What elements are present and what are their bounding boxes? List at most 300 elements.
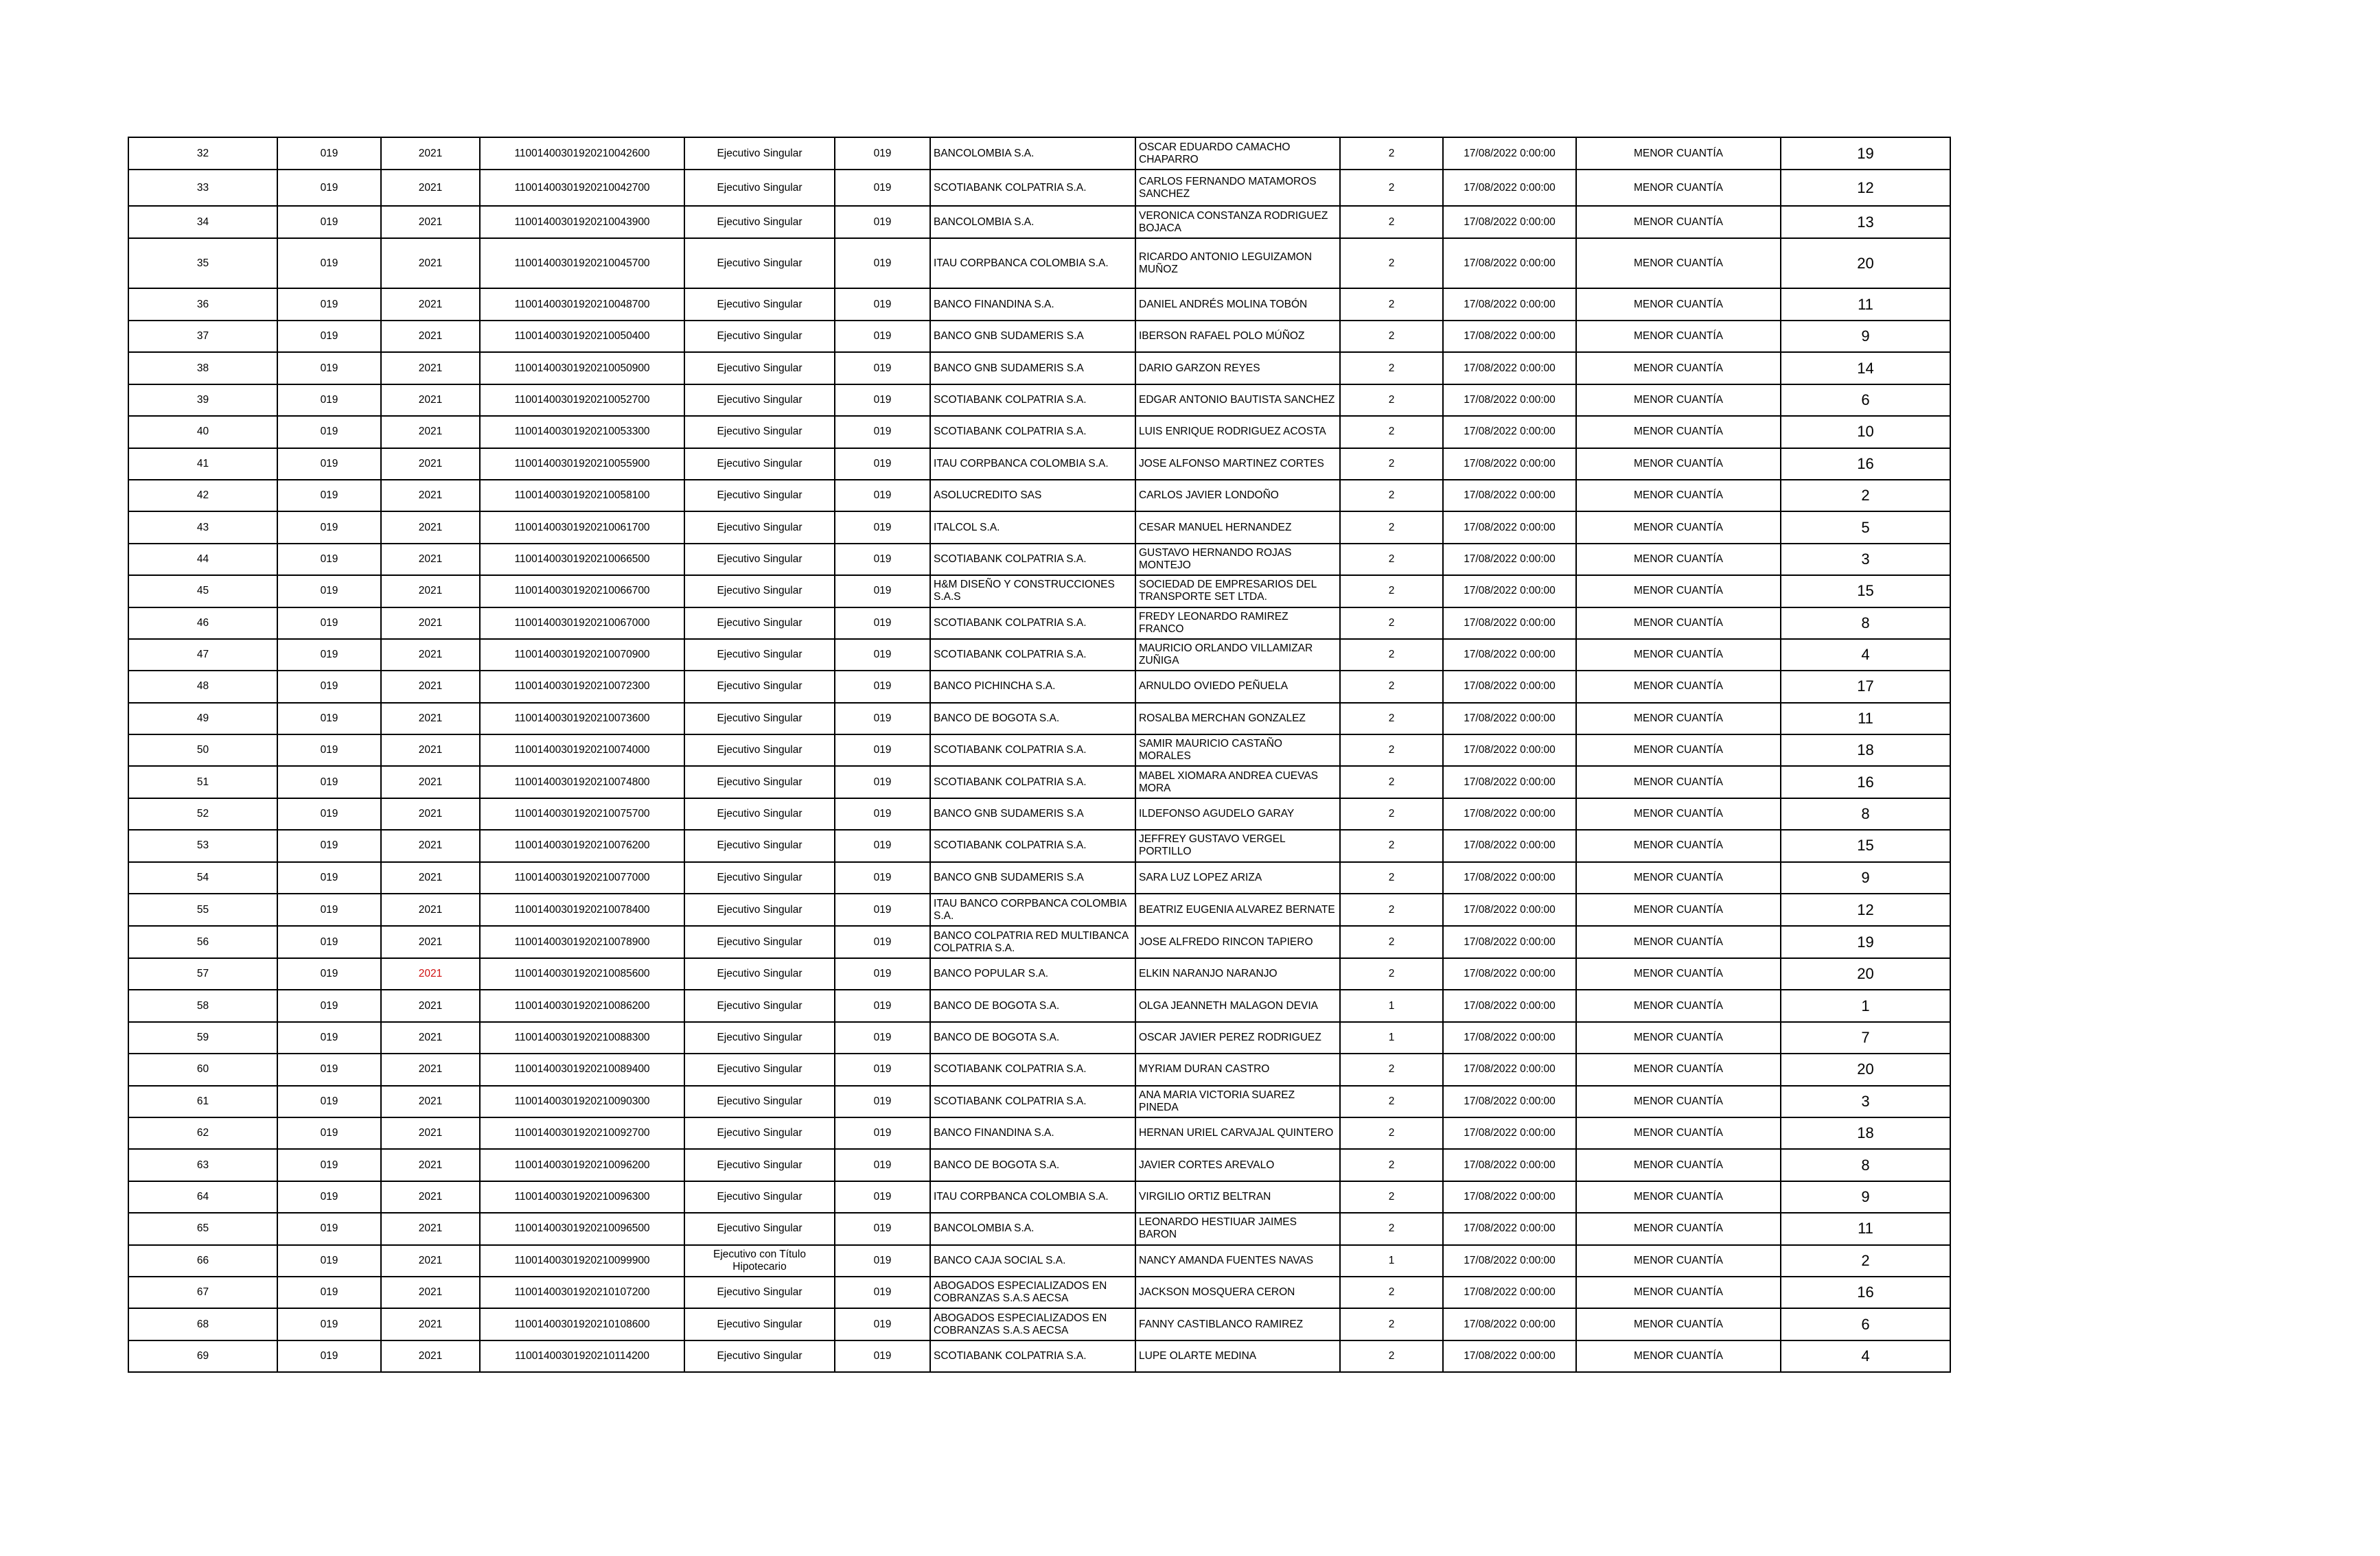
code-cell: 019 <box>277 766 381 798</box>
process-type-cell: Ejecutivo Singular <box>684 352 835 384</box>
process-type-cell: Ejecutivo Singular <box>684 671 835 702</box>
plaintiff-cell: SCOTIABANK COLPATRIA S.A. <box>930 1086 1135 1117</box>
cuaderno-cell: 1 <box>1340 1022 1443 1054</box>
amount-class-cell: MENOR CUANTÍA <box>1576 1181 1781 1213</box>
date-cell: 17/08/2022 0:00:00 <box>1443 321 1576 352</box>
court-cell: 019 <box>835 511 930 543</box>
folios-cell: 4 <box>1781 639 1950 671</box>
row-number-cell: 50 <box>128 734 277 766</box>
court-cell: 019 <box>835 544 930 575</box>
radicado-cell: 11001400301920210085600 <box>480 958 684 990</box>
folios-cell: 17 <box>1781 671 1950 702</box>
code-cell: 019 <box>277 1149 381 1181</box>
process-type-cell: Ejecutivo Singular <box>684 170 835 206</box>
defendant-cell: SARA LUZ LOPEZ ARIZA <box>1135 862 1340 894</box>
year-cell: 2021 <box>381 958 480 990</box>
code-cell: 019 <box>277 639 381 671</box>
plaintiff-cell: SCOTIABANK COLPATRIA S.A. <box>930 170 1135 206</box>
cuaderno-cell: 2 <box>1340 639 1443 671</box>
code-cell: 019 <box>277 1022 381 1054</box>
table-row <box>128 544 1950 575</box>
table-row <box>128 384 1950 416</box>
court-cell: 019 <box>835 1149 930 1181</box>
radicado-cell: 11001400301920210066700 <box>480 575 684 607</box>
plaintiff-cell: ITALCOL S.A. <box>930 511 1135 543</box>
year-cell: 2021 <box>381 703 480 734</box>
row-number-cell: 42 <box>128 480 277 511</box>
amount-class-cell: MENOR CUANTÍA <box>1576 416 1781 448</box>
defendant-cell: OLGA JEANNETH MALAGON DEVIA <box>1135 990 1340 1021</box>
table-row <box>128 511 1950 543</box>
code-cell: 019 <box>277 480 381 511</box>
radicado-cell: 11001400301920210042700 <box>480 170 684 206</box>
process-type-cell: Ejecutivo Singular <box>684 1340 835 1372</box>
court-cell: 019 <box>835 238 930 288</box>
court-cell: 019 <box>835 1277 930 1308</box>
amount-class-cell: MENOR CUANTÍA <box>1576 798 1781 830</box>
plaintiff-cell: BANCO GNB SUDAMERIS S.A <box>930 798 1135 830</box>
cuaderno-cell: 2 <box>1340 958 1443 990</box>
date-cell: 17/08/2022 0:00:00 <box>1443 1340 1576 1372</box>
defendant-cell: ARNULDO OVIEDO PEÑUELA <box>1135 671 1340 702</box>
row-number-cell: 47 <box>128 639 277 671</box>
plaintiff-cell: BANCOLOMBIA S.A. <box>930 137 1135 170</box>
amount-class-cell: MENOR CUANTÍA <box>1576 1054 1781 1085</box>
row-number-cell: 58 <box>128 990 277 1021</box>
plaintiff-cell: BANCOLOMBIA S.A. <box>930 1213 1135 1244</box>
process-type-cell: Ejecutivo Singular <box>684 416 835 448</box>
court-cell: 019 <box>835 926 930 958</box>
plaintiff-cell: SCOTIABANK COLPATRIA S.A. <box>930 607 1135 639</box>
folios-cell: 16 <box>1781 448 1950 480</box>
table-row <box>128 1022 1950 1054</box>
cuaderno-cell: 2 <box>1340 798 1443 830</box>
process-type-cell: Ejecutivo Singular <box>684 830 835 861</box>
plaintiff-cell: BANCO POPULAR S.A. <box>930 958 1135 990</box>
process-type-cell: Ejecutivo Singular <box>684 511 835 543</box>
plaintiff-cell: BANCO CAJA SOCIAL S.A. <box>930 1245 1135 1277</box>
year-cell: 2021 <box>381 894 480 926</box>
date-cell: 17/08/2022 0:00:00 <box>1443 1181 1576 1213</box>
date-cell: 17/08/2022 0:00:00 <box>1443 1277 1576 1308</box>
radicado-cell: 11001400301920210061700 <box>480 511 684 543</box>
cuaderno-cell: 2 <box>1340 926 1443 958</box>
year-cell: 2021 <box>381 575 480 607</box>
cuaderno-cell: 2 <box>1340 575 1443 607</box>
process-type-cell: Ejecutivo Singular <box>684 1181 835 1213</box>
date-cell: 17/08/2022 0:00:00 <box>1443 1149 1576 1181</box>
cuaderno-cell: 2 <box>1340 703 1443 734</box>
code-cell: 019 <box>277 288 381 321</box>
table-row <box>128 321 1950 352</box>
plaintiff-cell: SCOTIABANK COLPATRIA S.A. <box>930 384 1135 416</box>
cuaderno-cell: 2 <box>1340 862 1443 894</box>
folios-cell: 9 <box>1781 321 1950 352</box>
year-cell: 2021 <box>381 798 480 830</box>
row-number-cell: 55 <box>128 894 277 926</box>
code-cell: 019 <box>277 734 381 766</box>
row-number-cell: 41 <box>128 448 277 480</box>
cuaderno-cell: 2 <box>1340 1054 1443 1085</box>
defendant-cell: GUSTAVO HERNANDO ROJAS MONTEJO <box>1135 544 1340 575</box>
cuaderno-cell: 1 <box>1340 1245 1443 1277</box>
defendant-cell: HERNAN URIEL CARVAJAL QUINTERO <box>1135 1117 1340 1149</box>
date-cell: 17/08/2022 0:00:00 <box>1443 1086 1576 1117</box>
amount-class-cell: MENOR CUANTÍA <box>1576 511 1781 543</box>
code-cell: 019 <box>277 862 381 894</box>
table-row <box>128 1117 1950 1149</box>
date-cell: 17/08/2022 0:00:00 <box>1443 830 1576 861</box>
row-number-cell: 43 <box>128 511 277 543</box>
court-cell: 019 <box>835 288 930 321</box>
date-cell: 17/08/2022 0:00:00 <box>1443 1308 1576 1340</box>
radicado-cell: 11001400301920210050400 <box>480 321 684 352</box>
year-cell: 2021 <box>381 990 480 1021</box>
defendant-cell: MYRIAM DURAN CASTRO <box>1135 1054 1340 1085</box>
table-row <box>128 1340 1950 1372</box>
date-cell: 17/08/2022 0:00:00 <box>1443 1117 1576 1149</box>
table-row <box>128 926 1950 958</box>
year-cell: 2021 <box>381 1149 480 1181</box>
plaintiff-cell: SCOTIABANK COLPATRIA S.A. <box>930 544 1135 575</box>
date-cell: 17/08/2022 0:00:00 <box>1443 511 1576 543</box>
table-row <box>128 1213 1950 1244</box>
court-cell: 019 <box>835 894 930 926</box>
amount-class-cell: MENOR CUANTÍA <box>1576 766 1781 798</box>
radicado-cell: 11001400301920210108600 <box>480 1308 684 1340</box>
row-number-cell: 46 <box>128 607 277 639</box>
year-cell: 2021 <box>381 384 480 416</box>
table-row <box>128 894 1950 926</box>
year-cell: 2021 <box>381 206 480 238</box>
defendant-cell: DANIEL ANDRÉS MOLINA TOBÓN <box>1135 288 1340 321</box>
court-cell: 019 <box>835 734 930 766</box>
plaintiff-cell: BANCOLOMBIA S.A. <box>930 206 1135 238</box>
date-cell: 17/08/2022 0:00:00 <box>1443 1054 1576 1085</box>
amount-class-cell: MENOR CUANTÍA <box>1576 1086 1781 1117</box>
code-cell: 019 <box>277 206 381 238</box>
folios-cell: 9 <box>1781 1181 1950 1213</box>
court-cell: 019 <box>835 1054 930 1085</box>
table-row <box>128 703 1950 734</box>
defendant-cell: JAVIER CORTES AREVALO <box>1135 1149 1340 1181</box>
year-cell: 2021 <box>381 766 480 798</box>
folios-cell: 20 <box>1781 1054 1950 1085</box>
plaintiff-cell: SCOTIABANK COLPATRIA S.A. <box>930 830 1135 861</box>
row-number-cell: 44 <box>128 544 277 575</box>
year-cell: 2021 <box>381 862 480 894</box>
table-row <box>128 862 1950 894</box>
row-number-cell: 36 <box>128 288 277 321</box>
year-cell: 2021 <box>381 1213 480 1244</box>
process-type-cell: Ejecutivo Singular <box>684 1308 835 1340</box>
code-cell: 019 <box>277 671 381 702</box>
process-type-cell: Ejecutivo Singular <box>684 206 835 238</box>
defendant-cell: RICARDO ANTONIO LEGUIZAMON MUÑOZ <box>1135 238 1340 288</box>
row-number-cell: 64 <box>128 1181 277 1213</box>
code-cell: 019 <box>277 416 381 448</box>
radicado-cell: 11001400301920210096500 <box>480 1213 684 1244</box>
amount-class-cell: MENOR CUANTÍA <box>1576 734 1781 766</box>
code-cell: 019 <box>277 170 381 206</box>
radicado-cell: 11001400301920210075700 <box>480 798 684 830</box>
plaintiff-cell: ABOGADOS ESPECIALIZADOS EN COBRANZAS S.A.S AECSA <box>930 1308 1135 1340</box>
radicado-cell: 11001400301920210076200 <box>480 830 684 861</box>
date-cell: 17/08/2022 0:00:00 <box>1443 1213 1576 1244</box>
defendant-cell: JACKSON MOSQUERA CERON <box>1135 1277 1340 1308</box>
row-number-cell: 57 <box>128 958 277 990</box>
process-type-cell: Ejecutivo Singular <box>684 1117 835 1149</box>
folios-cell: 15 <box>1781 830 1950 861</box>
radicado-cell: 11001400301920210089400 <box>480 1054 684 1085</box>
cuaderno-cell: 2 <box>1340 607 1443 639</box>
radicado-cell: 11001400301920210078900 <box>480 926 684 958</box>
row-number-cell: 33 <box>128 170 277 206</box>
code-cell: 019 <box>277 575 381 607</box>
code-cell: 019 <box>277 448 381 480</box>
table-row <box>128 1181 1950 1213</box>
cuaderno-cell: 2 <box>1340 416 1443 448</box>
table-row <box>128 958 1950 990</box>
process-type-cell: Ejecutivo Singular <box>684 575 835 607</box>
table-row <box>128 137 1950 170</box>
cuaderno-cell: 2 <box>1340 830 1443 861</box>
defendant-cell: CARLOS JAVIER LONDOÑO <box>1135 480 1340 511</box>
radicado-cell: 11001400301920210078400 <box>480 894 684 926</box>
amount-class-cell: MENOR CUANTÍA <box>1576 639 1781 671</box>
table-row <box>128 990 1950 1021</box>
cuaderno-cell: 2 <box>1340 321 1443 352</box>
court-cell: 019 <box>835 990 930 1021</box>
cuaderno-cell: 2 <box>1340 206 1443 238</box>
plaintiff-cell: ASOLUCREDITO SAS <box>930 480 1135 511</box>
table-row <box>128 170 1950 206</box>
year-cell: 2021 <box>381 170 480 206</box>
date-cell: 17/08/2022 0:00:00 <box>1443 990 1576 1021</box>
table-row <box>128 607 1950 639</box>
folios-cell: 20 <box>1781 958 1950 990</box>
folios-cell: 3 <box>1781 1086 1950 1117</box>
row-number-cell: 66 <box>128 1245 277 1277</box>
plaintiff-cell: SCOTIABANK COLPATRIA S.A. <box>930 734 1135 766</box>
table-row <box>128 480 1950 511</box>
folios-cell: 3 <box>1781 544 1950 575</box>
plaintiff-cell: BANCO GNB SUDAMERIS S.A <box>930 321 1135 352</box>
defendant-cell: SOCIEDAD DE EMPRESARIOS DEL TRANSPORTE SET LTDA. <box>1135 575 1340 607</box>
amount-class-cell: MENOR CUANTÍA <box>1576 703 1781 734</box>
folios-cell: 8 <box>1781 607 1950 639</box>
amount-class-cell: MENOR CUANTÍA <box>1576 321 1781 352</box>
code-cell: 019 <box>277 1245 381 1277</box>
row-number-cell: 63 <box>128 1149 277 1181</box>
process-type-cell: Ejecutivo Singular <box>684 1277 835 1308</box>
year-cell: 2021 <box>381 480 480 511</box>
defendant-cell: NANCY AMANDA FUENTES NAVAS <box>1135 1245 1340 1277</box>
table-row <box>128 416 1950 448</box>
row-number-cell: 65 <box>128 1213 277 1244</box>
folios-cell: 11 <box>1781 703 1950 734</box>
amount-class-cell: MENOR CUANTÍA <box>1576 1213 1781 1244</box>
defendant-cell: CESAR MANUEL HERNANDEZ <box>1135 511 1340 543</box>
defendant-cell: OSCAR JAVIER PEREZ RODRIGUEZ <box>1135 1022 1340 1054</box>
plaintiff-cell: ABOGADOS ESPECIALIZADOS EN COBRANZAS S.A.S AECSA <box>930 1277 1135 1308</box>
row-number-cell: 60 <box>128 1054 277 1085</box>
date-cell: 17/08/2022 0:00:00 <box>1443 894 1576 926</box>
code-cell: 019 <box>277 990 381 1021</box>
amount-class-cell: MENOR CUANTÍA <box>1576 170 1781 206</box>
cuaderno-cell: 2 <box>1340 1213 1443 1244</box>
defendant-cell: ILDEFONSO AGUDELO GARAY <box>1135 798 1340 830</box>
code-cell: 019 <box>277 352 381 384</box>
radicado-cell: 11001400301920210070900 <box>480 639 684 671</box>
radicado-cell: 11001400301920210050900 <box>480 352 684 384</box>
date-cell: 17/08/2022 0:00:00 <box>1443 1022 1576 1054</box>
cuaderno-cell: 2 <box>1340 1340 1443 1372</box>
plaintiff-cell: H&M DISEÑO Y CONSTRUCCIONES S.A.S <box>930 575 1135 607</box>
process-type-cell: Ejecutivo Singular <box>684 894 835 926</box>
code-cell: 019 <box>277 703 381 734</box>
folios-cell: 8 <box>1781 1149 1950 1181</box>
cuaderno-cell: 2 <box>1340 1086 1443 1117</box>
amount-class-cell: MENOR CUANTÍA <box>1576 288 1781 321</box>
defendant-cell: FREDY LEONARDO RAMIREZ FRANCO <box>1135 607 1340 639</box>
date-cell: 17/08/2022 0:00:00 <box>1443 448 1576 480</box>
amount-class-cell: MENOR CUANTÍA <box>1576 607 1781 639</box>
table-row <box>128 671 1950 702</box>
table-row <box>128 288 1950 321</box>
court-cell: 019 <box>835 607 930 639</box>
plaintiff-cell: BANCO GNB SUDAMERIS S.A <box>930 862 1135 894</box>
defendant-cell: JOSE ALFREDO RINCON TAPIERO <box>1135 926 1340 958</box>
code-cell: 019 <box>277 1277 381 1308</box>
folios-cell: 19 <box>1781 926 1950 958</box>
defendant-cell: OSCAR EDUARDO CAMACHO CHAPARRO <box>1135 137 1340 170</box>
folios-cell: 12 <box>1781 894 1950 926</box>
year-cell: 2021 <box>381 830 480 861</box>
row-number-cell: 48 <box>128 671 277 702</box>
court-cell: 019 <box>835 1117 930 1149</box>
court-cell: 019 <box>835 206 930 238</box>
code-cell: 019 <box>277 1340 381 1372</box>
folios-cell: 11 <box>1781 1213 1950 1244</box>
code-cell: 019 <box>277 958 381 990</box>
row-number-cell: 61 <box>128 1086 277 1117</box>
process-type-cell: Ejecutivo con Título Hipotecario <box>684 1245 835 1277</box>
defendant-cell: IBERSON RAFAEL POLO MÚÑOZ <box>1135 321 1340 352</box>
folios-cell: 15 <box>1781 575 1950 607</box>
court-cell: 019 <box>835 1181 930 1213</box>
court-cell: 019 <box>835 170 930 206</box>
cuaderno-cell: 2 <box>1340 448 1443 480</box>
table-row <box>128 1308 1950 1340</box>
folios-cell: 4 <box>1781 1340 1950 1372</box>
radicado-cell: 11001400301920210107200 <box>480 1277 684 1308</box>
date-cell: 17/08/2022 0:00:00 <box>1443 671 1576 702</box>
defendant-cell: LUPE OLARTE MEDINA <box>1135 1340 1340 1372</box>
court-cell: 019 <box>835 1340 930 1372</box>
plaintiff-cell: BANCO COLPATRIA RED MULTIBANCA COLPATRIA S.A. <box>930 926 1135 958</box>
radicado-cell: 11001400301920210086200 <box>480 990 684 1021</box>
cuaderno-cell: 2 <box>1340 1277 1443 1308</box>
year-cell: 2021 <box>381 926 480 958</box>
radicado-cell: 11001400301920210072300 <box>480 671 684 702</box>
table-row <box>128 1245 1950 1277</box>
table-body <box>128 137 1950 1372</box>
date-cell: 17/08/2022 0:00:00 <box>1443 352 1576 384</box>
amount-class-cell: MENOR CUANTÍA <box>1576 480 1781 511</box>
date-cell: 17/08/2022 0:00:00 <box>1443 288 1576 321</box>
table-row <box>128 206 1950 238</box>
code-cell: 019 <box>277 321 381 352</box>
code-cell: 019 <box>277 511 381 543</box>
year-cell: 2021 <box>381 1277 480 1308</box>
year-cell: 2021 <box>381 639 480 671</box>
amount-class-cell: MENOR CUANTÍA <box>1576 544 1781 575</box>
table-row <box>128 766 1950 798</box>
amount-class-cell: MENOR CUANTÍA <box>1576 448 1781 480</box>
defendant-cell: VERONICA CONSTANZA RODRIGUEZ BOJACA <box>1135 206 1340 238</box>
table-row <box>128 1054 1950 1085</box>
cuaderno-cell: 2 <box>1340 1308 1443 1340</box>
folios-cell: 16 <box>1781 766 1950 798</box>
court-cell: 019 <box>835 1086 930 1117</box>
row-number-cell: 49 <box>128 703 277 734</box>
date-cell: 17/08/2022 0:00:00 <box>1443 238 1576 288</box>
plaintiff-cell: SCOTIABANK COLPATRIA S.A. <box>930 416 1135 448</box>
radicado-cell: 11001400301920210077000 <box>480 862 684 894</box>
radicado-cell: 11001400301920210073600 <box>480 703 684 734</box>
defendant-cell: LEONARDO HESTIUAR JAIMES BARON <box>1135 1213 1340 1244</box>
year-cell: 2021 <box>381 1245 480 1277</box>
process-type-cell: Ejecutivo Singular <box>684 990 835 1021</box>
row-number-cell: 67 <box>128 1277 277 1308</box>
year-cell: 2021 <box>381 321 480 352</box>
radicado-cell: 11001400301920210066500 <box>480 544 684 575</box>
radicado-cell: 11001400301920210045700 <box>480 238 684 288</box>
date-cell: 17/08/2022 0:00:00 <box>1443 137 1576 170</box>
row-number-cell: 35 <box>128 238 277 288</box>
process-type-cell: Ejecutivo Singular <box>684 1149 835 1181</box>
plaintiff-cell: ITAU BANCO CORPBANCA COLOMBIA S.A. <box>930 894 1135 926</box>
cuaderno-cell: 2 <box>1340 1181 1443 1213</box>
amount-class-cell: MENOR CUANTÍA <box>1576 958 1781 990</box>
defendant-cell: SAMIR MAURICIO CASTAÑO MORALES <box>1135 734 1340 766</box>
radicado-cell: 11001400301920210090300 <box>480 1086 684 1117</box>
plaintiff-cell: SCOTIABANK COLPATRIA S.A. <box>930 1340 1135 1372</box>
date-cell: 17/08/2022 0:00:00 <box>1443 575 1576 607</box>
folios-cell: 14 <box>1781 352 1950 384</box>
folios-cell: 2 <box>1781 480 1950 511</box>
radicado-cell: 11001400301920210042600 <box>480 137 684 170</box>
amount-class-cell: MENOR CUANTÍA <box>1576 1277 1781 1308</box>
cuaderno-cell: 2 <box>1340 766 1443 798</box>
year-cell: 2021 <box>381 607 480 639</box>
process-type-cell: Ejecutivo Singular <box>684 703 835 734</box>
date-cell: 17/08/2022 0:00:00 <box>1443 206 1576 238</box>
defendant-cell: BEATRIZ EUGENIA ALVAREZ BERNATE <box>1135 894 1340 926</box>
row-number-cell: 53 <box>128 830 277 861</box>
court-cell: 019 <box>835 958 930 990</box>
row-number-cell: 68 <box>128 1308 277 1340</box>
date-cell: 17/08/2022 0:00:00 <box>1443 766 1576 798</box>
cuaderno-cell: 1 <box>1340 990 1443 1021</box>
cuaderno-cell: 2 <box>1340 544 1443 575</box>
court-cell: 019 <box>835 384 930 416</box>
plaintiff-cell: BANCO GNB SUDAMERIS S.A <box>930 352 1135 384</box>
process-type-cell: Ejecutivo Singular <box>684 238 835 288</box>
code-cell: 019 <box>277 137 381 170</box>
plaintiff-cell: BANCO PICHINCHA S.A. <box>930 671 1135 702</box>
